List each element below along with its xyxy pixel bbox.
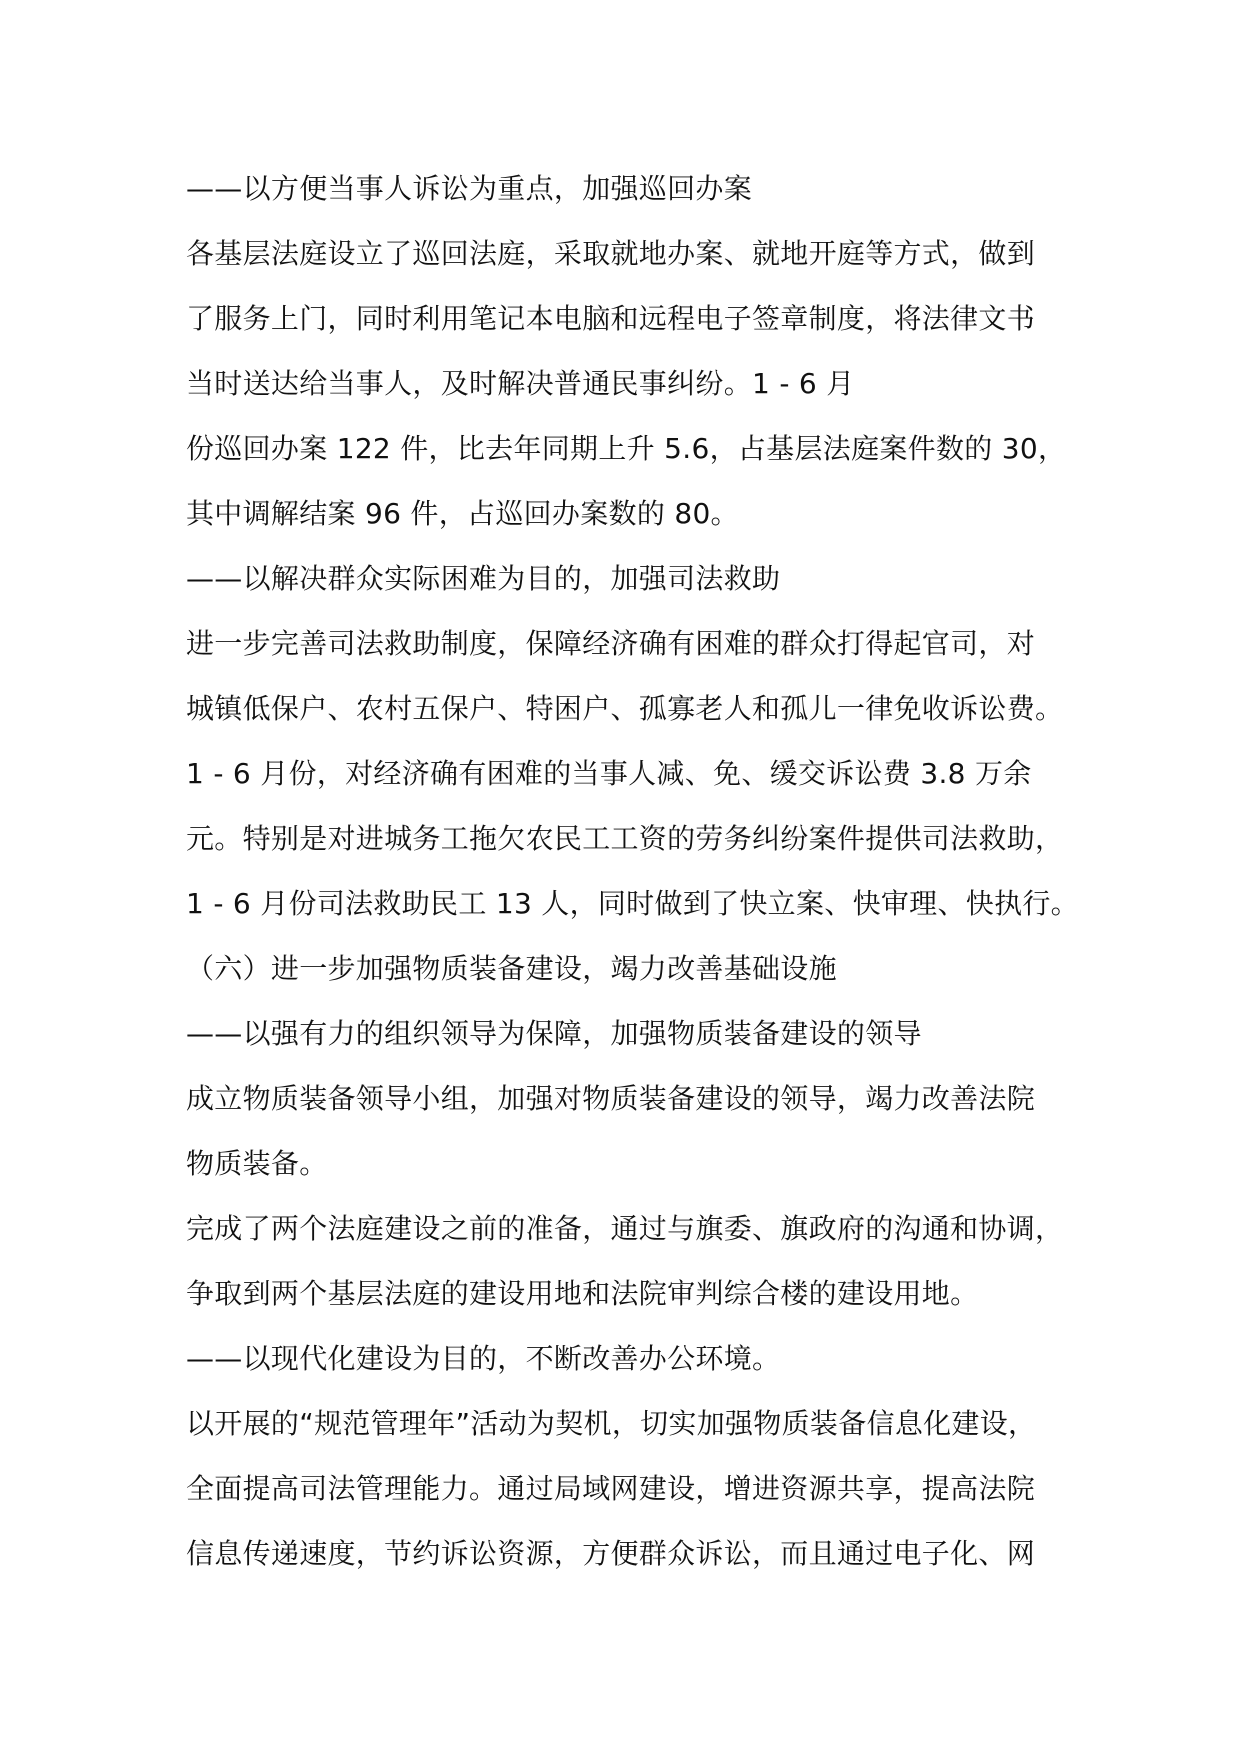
body-line: 当时送达给当事人，及时解决普通民事纠纷。1 - 6 月 (186, 367, 855, 400)
body-line: 份巡回办案 122 件，比去年同期上升 5.6，占基层法庭案件数的 30， (186, 432, 1067, 465)
body-line: 1 - 6 月份，对经济确有困难的当事人减、免、缓交诉讼费 3.8 万余 (186, 757, 1032, 790)
body-line: 信息传递速度，节约诉讼资源，方便群众诉讼，而且通过电子化、网 (186, 1537, 1036, 1570)
document-body (186, 156, 1079, 1586)
body-line: 以开展的“规范管理年”活动为契机，切实加强物质装备信息化建设， (186, 1407, 1037, 1440)
body-line: 物质装备。 (186, 1147, 328, 1180)
body-line: 成立物质装备领导小组，加强对物质装备建设的领导，竭力改善法院 (186, 1082, 1036, 1115)
body-line: 争取到两个基层法庭的建设用地和法院审判综合楼的建设用地。 (186, 1277, 979, 1310)
body-line: 各基层法庭设立了巡回法庭，采取就地办案、就地开庭等方式，做到 (186, 237, 1036, 270)
section-heading: ——以解决群众实际困难为目的，加强司法救助 (186, 562, 781, 595)
section-heading: ——以现代化建设为目的，不断改善办公环境。 (186, 1342, 781, 1375)
body-line: 城镇低保户、农村五保户、特困户、孤寡老人和孤儿一律免收诉讼费。 (186, 692, 1064, 725)
body-line: 全面提高司法管理能力。通过局域网建设，增进资源共享，提高法院 (186, 1472, 1036, 1505)
body-line: 完成了两个法庭建设之前的准备，通过与旗委、旗政府的沟通和协调， (186, 1212, 1064, 1245)
body-line: 元。特别是对进城务工拖欠农民工工资的劳务纠纷案件提供司法救助， (186, 822, 1064, 855)
section-heading: ——以强有力的组织领导为保障，加强物质装备建设的领导 (186, 1017, 922, 1050)
body-line: 进一步完善司法救助制度，保障经济确有困难的群众打得起官司，对 (186, 627, 1036, 660)
chapter-heading: （六）进一步加强物质装备建设，竭力改善基础设施 (186, 952, 837, 985)
section-heading: ——以方便当事人诉讼为重点，加强巡回办案 (186, 172, 753, 205)
body-line: 了服务上门，同时利用笔记本电脑和远程电子签章制度，将法律文书 (186, 302, 1036, 335)
body-line: 其中调解结案 96 件，占巡回办案数的 80。 (186, 497, 739, 530)
body-line: 1 - 6 月份司法救助民工 13 人，同时做到了快立案、快审理、快执行。 (186, 887, 1079, 920)
